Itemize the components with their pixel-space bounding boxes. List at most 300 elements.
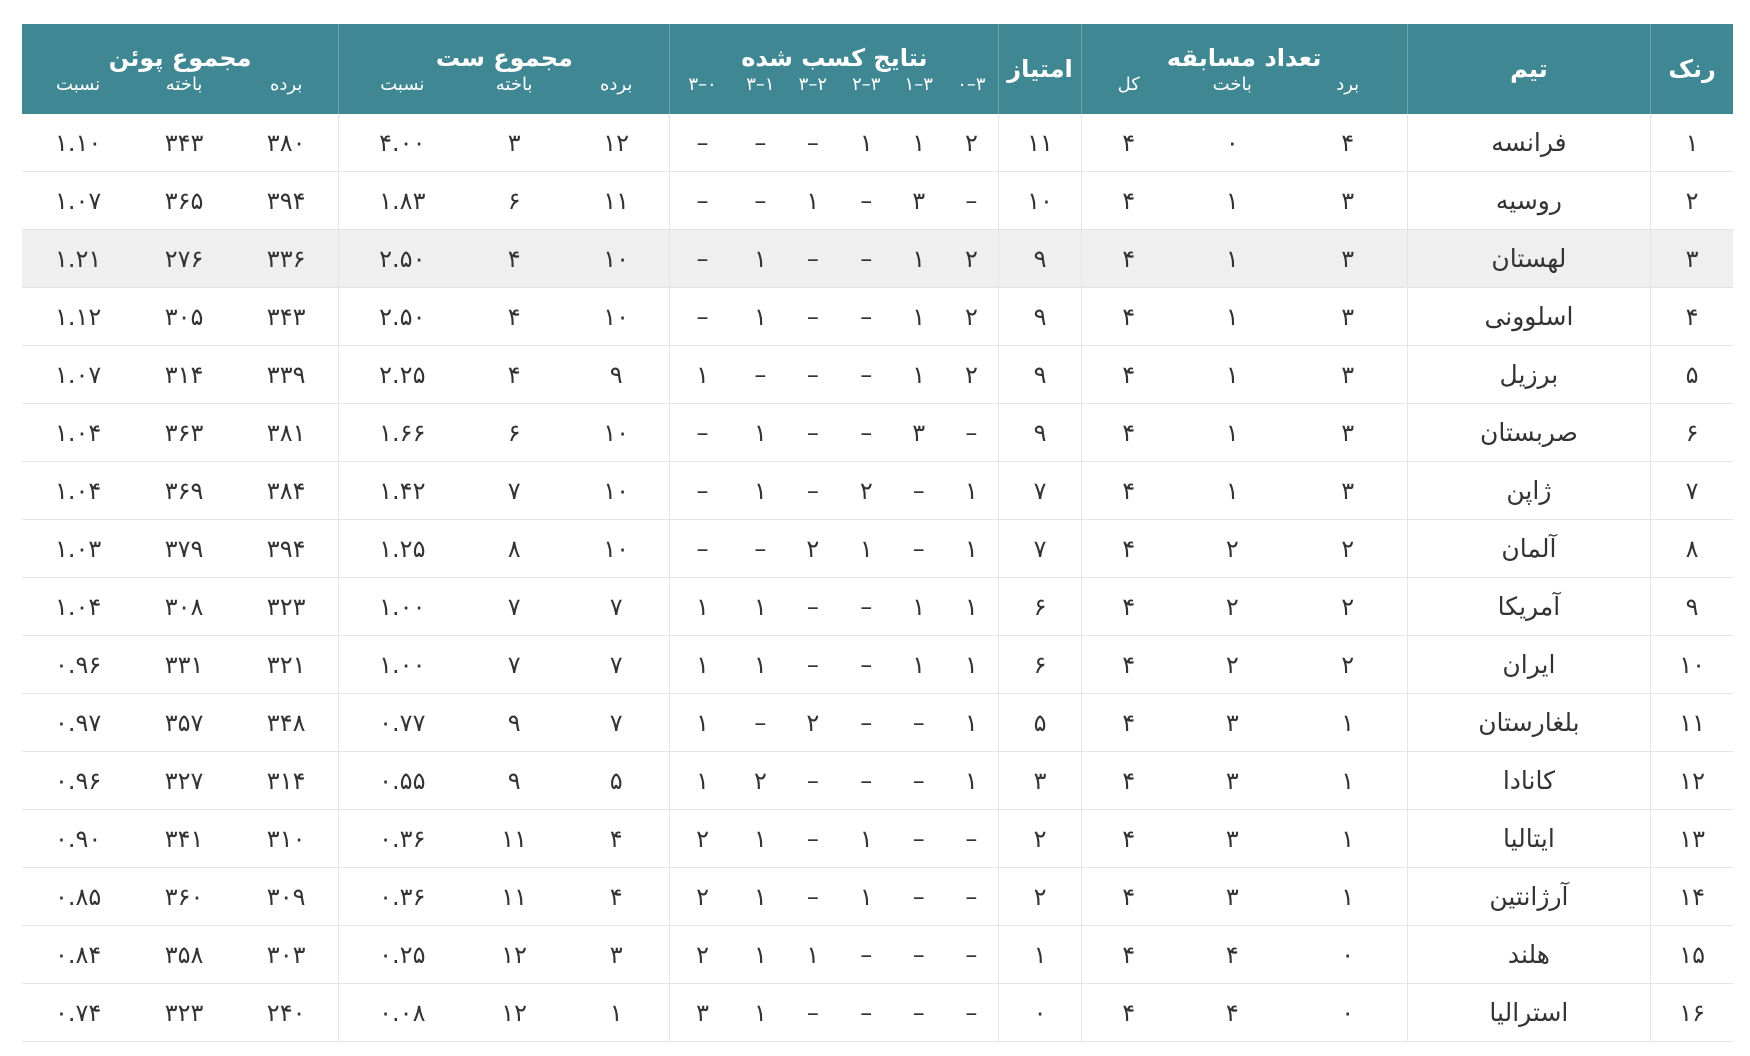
cell-pts-lost: ۳۳۱ — [134, 636, 234, 694]
cell-rank: ۱۶ — [1651, 984, 1733, 1042]
cell-matches-total: ۴ — [1081, 288, 1176, 346]
table-row[interactable] — [22, 462, 1733, 520]
cell-team: ایتالیا — [1407, 810, 1651, 868]
cell-pts-won: ۳۹۴ — [234, 172, 339, 230]
cell-result-3-1: – — [893, 984, 944, 1042]
header-pts-won[interactable]: برده — [234, 74, 339, 114]
cell-result-2-3: – — [786, 288, 839, 346]
cell-result-3-1: – — [893, 868, 944, 926]
cell-rank: ۸ — [1651, 520, 1733, 578]
cell-pts-won: ۳۸۱ — [234, 404, 339, 462]
cell-team: فرانسه — [1407, 114, 1651, 172]
cell-sets-lost: ۱۲ — [465, 984, 563, 1042]
cell-sets-won: ۱۰ — [563, 230, 670, 288]
cell-points: ۶ — [999, 636, 1081, 694]
cell-team: اسلوونی — [1407, 288, 1651, 346]
cell-matches-won: ۱ — [1289, 694, 1407, 752]
cell-points: ۹ — [999, 288, 1081, 346]
cell-result-3-2: – — [840, 752, 893, 810]
cell-matches-total: ۴ — [1081, 404, 1176, 462]
cell-sets-won: ۷ — [563, 636, 670, 694]
cell-matches-won: ۲ — [1289, 636, 1407, 694]
cell-pts-ratio: ۰.۸۴ — [22, 926, 134, 984]
cell-sets-won: ۱۰ — [563, 520, 670, 578]
header-sets: مجموع ست — [339, 24, 670, 74]
header-pts-ratio[interactable]: نسبت — [22, 74, 134, 114]
cell-points: ۰ — [999, 984, 1081, 1042]
cell-matches-won: ۱ — [1289, 752, 1407, 810]
cell-sets-won: ۷ — [563, 694, 670, 752]
cell-sets-won: ۴ — [563, 868, 670, 926]
cell-result-3-1: ۱ — [893, 114, 944, 172]
cell-result-2-3: – — [786, 636, 839, 694]
cell-sets-ratio: ۰.۷۷ — [339, 694, 465, 752]
table-row[interactable] — [22, 288, 1733, 346]
cell-result-3-1: ۱ — [893, 288, 944, 346]
cell-rank: ۶ — [1651, 404, 1733, 462]
cell-result-3-2: ۲ — [840, 462, 893, 520]
cell-result-3-1: – — [893, 810, 944, 868]
cell-result-3-1: – — [893, 926, 944, 984]
cell-result-3-2: ۱ — [840, 810, 893, 868]
header-sets-ratio[interactable]: نسبت — [339, 74, 465, 114]
cell-sets-ratio: ۲.۲۵ — [339, 346, 465, 404]
cell-pts-ratio: ۰.۹۶ — [22, 752, 134, 810]
cell-matches-lost: ۰ — [1176, 114, 1289, 172]
cell-matches-won: ۳ — [1289, 346, 1407, 404]
table-row[interactable] — [22, 868, 1733, 926]
header-result-2-3[interactable]: ۲–۳ — [786, 74, 839, 114]
cell-result-3-0: ۱ — [944, 752, 998, 810]
cell-pts-lost: ۳۶۰ — [134, 868, 234, 926]
cell-result-1-3: – — [735, 346, 786, 404]
cell-result-3-0: ۲ — [944, 346, 998, 404]
cell-sets-won: ۱۱ — [563, 172, 670, 230]
cell-result-1-3: ۱ — [735, 926, 786, 984]
table-row[interactable] — [22, 172, 1733, 230]
header-pts-lost[interactable]: باخته — [134, 74, 234, 114]
cell-sets-lost: ۱۱ — [465, 868, 563, 926]
cell-pts-ratio: ۰.۹۷ — [22, 694, 134, 752]
cell-points: ۲ — [999, 810, 1081, 868]
cell-points: ۱ — [999, 926, 1081, 984]
cell-sets-lost: ۹ — [465, 752, 563, 810]
header-result-0-3[interactable]: ۰–۳ — [670, 74, 735, 114]
cell-matches-total: ۴ — [1081, 926, 1176, 984]
cell-points: ۵ — [999, 694, 1081, 752]
cell-matches-lost: ۳ — [1176, 868, 1289, 926]
cell-matches-won: ۲ — [1289, 520, 1407, 578]
table-row[interactable] — [22, 230, 1733, 288]
cell-result-2-3: ۱ — [786, 172, 839, 230]
cell-result-0-3: ۳ — [670, 984, 735, 1042]
cell-result-1-3: – — [735, 172, 786, 230]
cell-result-3-2: – — [840, 172, 893, 230]
cell-matches-total: ۴ — [1081, 868, 1176, 926]
cell-result-3-0: ۱ — [944, 578, 998, 636]
table-row[interactable] — [22, 114, 1733, 172]
cell-pts-lost: ۳۱۴ — [134, 346, 234, 404]
cell-rank: ۲ — [1651, 172, 1733, 230]
cell-result-3-2: ۱ — [840, 868, 893, 926]
cell-matches-won: ۳ — [1289, 404, 1407, 462]
cell-result-1-3: – — [735, 694, 786, 752]
cell-points: ۷ — [999, 520, 1081, 578]
cell-result-3-1: – — [893, 694, 944, 752]
cell-sets-ratio: ۰.۳۶ — [339, 868, 465, 926]
cell-sets-ratio: ۱.۴۲ — [339, 462, 465, 520]
cell-matches-total: ۴ — [1081, 172, 1176, 230]
table-row[interactable] — [22, 578, 1733, 636]
cell-result-3-1: ۱ — [893, 578, 944, 636]
cell-pts-ratio: ۱.۱۰ — [22, 114, 134, 172]
cell-matches-total: ۴ — [1081, 694, 1176, 752]
cell-pts-ratio: ۰.۸۵ — [22, 868, 134, 926]
cell-points: ۹ — [999, 230, 1081, 288]
cell-team: کانادا — [1407, 752, 1651, 810]
cell-matches-won: ۳ — [1289, 462, 1407, 520]
cell-sets-won: ۱۲ — [563, 114, 670, 172]
cell-sets-ratio: ۴.۰۰ — [339, 114, 465, 172]
cell-result-3-0: ۱ — [944, 694, 998, 752]
cell-sets-won: ۱۰ — [563, 462, 670, 520]
cell-sets-ratio: ۰.۲۵ — [339, 926, 465, 984]
cell-pts-lost: ۳۴۳ — [134, 114, 234, 172]
cell-pts-lost: ۳۰۸ — [134, 578, 234, 636]
cell-pts-lost: ۳۴۱ — [134, 810, 234, 868]
cell-sets-won: ۹ — [563, 346, 670, 404]
cell-pts-won: ۳۸۴ — [234, 462, 339, 520]
cell-sets-ratio: ۰.۳۶ — [339, 810, 465, 868]
cell-team: هلند — [1407, 926, 1651, 984]
table-row[interactable] — [22, 926, 1733, 984]
cell-pts-lost: ۳۶۵ — [134, 172, 234, 230]
cell-result-1-3: – — [735, 520, 786, 578]
cell-rank: ۱ — [1651, 114, 1733, 172]
cell-rank: ۵ — [1651, 346, 1733, 404]
cell-pts-ratio: ۱.۰۴ — [22, 404, 134, 462]
cell-matches-total: ۴ — [1081, 462, 1176, 520]
cell-sets-ratio: ۰.۰۸ — [339, 984, 465, 1042]
cell-result-1-3: ۱ — [735, 984, 786, 1042]
cell-pts-won: ۳۰۳ — [234, 926, 339, 984]
cell-result-0-3: ۱ — [670, 636, 735, 694]
table-row[interactable] — [22, 346, 1733, 404]
cell-result-0-3: ۲ — [670, 926, 735, 984]
cell-result-0-3: – — [670, 288, 735, 346]
cell-result-2-3: – — [786, 404, 839, 462]
cell-result-3-2: – — [840, 984, 893, 1042]
cell-result-2-3: – — [786, 462, 839, 520]
cell-result-1-3: ۱ — [735, 868, 786, 926]
cell-pts-won: ۳۸۰ — [234, 114, 339, 172]
cell-sets-lost: ۴ — [465, 288, 563, 346]
cell-rank: ۱۱ — [1651, 694, 1733, 752]
cell-sets-lost: ۷ — [465, 578, 563, 636]
cell-team: استرالیا — [1407, 984, 1651, 1042]
cell-team: آلمان — [1407, 520, 1651, 578]
cell-result-3-0: – — [944, 984, 998, 1042]
table-row[interactable] — [22, 404, 1733, 462]
cell-matches-won: ۳ — [1289, 172, 1407, 230]
cell-pts-lost: ۳۶۹ — [134, 462, 234, 520]
cell-team: بلغارستان — [1407, 694, 1651, 752]
cell-result-0-3: ۲ — [670, 810, 735, 868]
cell-result-1-3: ۱ — [735, 578, 786, 636]
cell-rank: ۱۴ — [1651, 868, 1733, 926]
cell-matches-total: ۴ — [1081, 752, 1176, 810]
cell-sets-lost: ۶ — [465, 404, 563, 462]
cell-result-3-1: – — [893, 752, 944, 810]
cell-points: ۲ — [999, 868, 1081, 926]
cell-pts-won: ۳۲۱ — [234, 636, 339, 694]
cell-rank: ۱۳ — [1651, 810, 1733, 868]
cell-result-3-0: ۱ — [944, 636, 998, 694]
cell-result-3-2: ۱ — [840, 114, 893, 172]
cell-pts-lost: ۳۶۳ — [134, 404, 234, 462]
cell-team: آرژانتین — [1407, 868, 1651, 926]
cell-pts-won: ۳۴۳ — [234, 288, 339, 346]
cell-result-3-2: – — [840, 404, 893, 462]
cell-rank: ۳ — [1651, 230, 1733, 288]
cell-result-0-3: ۱ — [670, 752, 735, 810]
cell-matches-won: ۲ — [1289, 578, 1407, 636]
header-matches: تعداد مسابقه — [1081, 24, 1407, 74]
cell-matches-total: ۴ — [1081, 520, 1176, 578]
cell-pts-won: ۳۳۹ — [234, 346, 339, 404]
cell-team: ایران — [1407, 636, 1651, 694]
cell-matches-total: ۴ — [1081, 346, 1176, 404]
cell-rank: ۹ — [1651, 578, 1733, 636]
header-team[interactable]: تیم — [1407, 24, 1651, 114]
cell-pts-lost: ۳۲۷ — [134, 752, 234, 810]
cell-matches-won: ۰ — [1289, 984, 1407, 1042]
table-row[interactable] — [22, 810, 1733, 868]
cell-result-1-3: ۲ — [735, 752, 786, 810]
cell-matches-won: ۳ — [1289, 288, 1407, 346]
cell-pts-ratio: ۰.۷۴ — [22, 984, 134, 1042]
cell-result-2-3: – — [786, 114, 839, 172]
cell-matches-won: ۳ — [1289, 230, 1407, 288]
cell-result-1-3: ۱ — [735, 810, 786, 868]
cell-result-3-2: – — [840, 346, 893, 404]
cell-sets-ratio: ۰.۵۵ — [339, 752, 465, 810]
cell-pts-won: ۳۱۴ — [234, 752, 339, 810]
cell-pts-won: ۳۴۸ — [234, 694, 339, 752]
cell-result-2-3: – — [786, 230, 839, 288]
table-row[interactable] — [22, 694, 1733, 752]
cell-sets-won: ۵ — [563, 752, 670, 810]
cell-points: ۳ — [999, 752, 1081, 810]
cell-pts-won: ۳۲۳ — [234, 578, 339, 636]
cell-result-3-1: ۳ — [893, 404, 944, 462]
cell-points: ۱۰ — [999, 172, 1081, 230]
header-points[interactable]: امتیاز — [999, 24, 1081, 114]
cell-result-2-3: ۱ — [786, 926, 839, 984]
cell-sets-lost: ۹ — [465, 694, 563, 752]
cell-matches-lost: ۳ — [1176, 752, 1289, 810]
cell-result-3-0: – — [944, 172, 998, 230]
cell-pts-won: ۳۹۴ — [234, 520, 339, 578]
header-rank[interactable]: رنک — [1651, 24, 1733, 114]
cell-matches-lost: ۱ — [1176, 404, 1289, 462]
header-matches-total[interactable]: کل — [1081, 74, 1176, 114]
cell-sets-won: ۳ — [563, 926, 670, 984]
cell-sets-lost: ۴ — [465, 346, 563, 404]
cell-matches-lost: ۲ — [1176, 520, 1289, 578]
table-row[interactable] — [22, 984, 1733, 1042]
cell-points: ۶ — [999, 578, 1081, 636]
cell-result-3-2: – — [840, 230, 893, 288]
cell-team: ژاپن — [1407, 462, 1651, 520]
cell-result-0-3: – — [670, 520, 735, 578]
cell-result-3-1: ۱ — [893, 230, 944, 288]
cell-points: ۷ — [999, 462, 1081, 520]
cell-result-1-3: ۱ — [735, 288, 786, 346]
cell-result-2-3: – — [786, 752, 839, 810]
cell-result-3-0: ۱ — [944, 520, 998, 578]
cell-result-3-0: ۲ — [944, 230, 998, 288]
cell-pts-lost: ۳۷۹ — [134, 520, 234, 578]
header-result-1-3[interactable]: ۱–۳ — [735, 74, 786, 114]
cell-sets-lost: ۸ — [465, 520, 563, 578]
cell-matches-lost: ۱ — [1176, 288, 1289, 346]
cell-pts-ratio: ۱.۰۴ — [22, 578, 134, 636]
cell-result-0-3: – — [670, 462, 735, 520]
cell-sets-won: ۱۰ — [563, 288, 670, 346]
header-matches-lost[interactable]: باخت — [1176, 74, 1289, 114]
cell-matches-lost: ۱ — [1176, 346, 1289, 404]
cell-result-1-3: ۱ — [735, 636, 786, 694]
cell-pts-lost: ۲۷۶ — [134, 230, 234, 288]
cell-result-3-2: – — [840, 288, 893, 346]
table-body — [22, 114, 1733, 1042]
header-result-3-2[interactable]: ۳–۲ — [840, 74, 893, 114]
header-matches-won[interactable]: برد — [1289, 74, 1407, 114]
cell-result-0-3: ۱ — [670, 346, 735, 404]
cell-sets-lost: ۷ — [465, 462, 563, 520]
cell-result-3-2: ۱ — [840, 520, 893, 578]
cell-sets-lost: ۱۱ — [465, 810, 563, 868]
cell-result-2-3: – — [786, 984, 839, 1042]
cell-result-1-3: ۱ — [735, 462, 786, 520]
cell-matches-lost: ۱ — [1176, 462, 1289, 520]
header-results: نتایج کسب شده — [670, 24, 999, 74]
cell-sets-won: ۱ — [563, 984, 670, 1042]
cell-matches-won: ۰ — [1289, 926, 1407, 984]
cell-matches-total: ۴ — [1081, 984, 1176, 1042]
cell-result-3-2: – — [840, 694, 893, 752]
cell-pts-ratio: ۱.۲۱ — [22, 230, 134, 288]
cell-points: ۱۱ — [999, 114, 1081, 172]
cell-sets-ratio: ۱.۰۰ — [339, 636, 465, 694]
cell-matches-lost: ۱ — [1176, 172, 1289, 230]
cell-result-0-3: – — [670, 404, 735, 462]
cell-result-3-0: – — [944, 810, 998, 868]
cell-sets-lost: ۱۲ — [465, 926, 563, 984]
cell-pts-ratio: ۱.۰۷ — [22, 172, 134, 230]
standings-table — [22, 24, 1733, 1042]
cell-sets-lost: ۷ — [465, 636, 563, 694]
cell-sets-won: ۷ — [563, 578, 670, 636]
cell-result-3-1: ۱ — [893, 346, 944, 404]
cell-sets-won: ۱۰ — [563, 404, 670, 462]
cell-sets-ratio: ۱.۲۵ — [339, 520, 465, 578]
cell-result-3-0: ۱ — [944, 462, 998, 520]
cell-result-3-1: – — [893, 462, 944, 520]
header-sets-lost[interactable]: باخته — [465, 74, 563, 114]
cell-pts-lost: ۳۵۸ — [134, 926, 234, 984]
cell-result-2-3: – — [786, 868, 839, 926]
cell-rank: ۱۲ — [1651, 752, 1733, 810]
cell-matches-total: ۴ — [1081, 114, 1176, 172]
cell-result-3-2: – — [840, 578, 893, 636]
cell-points: ۹ — [999, 404, 1081, 462]
cell-sets-ratio: ۲.۵۰ — [339, 230, 465, 288]
cell-rank: ۱۰ — [1651, 636, 1733, 694]
cell-pts-won: ۲۴۰ — [234, 984, 339, 1042]
cell-pts-ratio: ۰.۹۶ — [22, 636, 134, 694]
header-points-total: مجموع پوئن — [22, 24, 339, 74]
cell-result-2-3: – — [786, 578, 839, 636]
cell-sets-lost: ۳ — [465, 114, 563, 172]
cell-team: صربستان — [1407, 404, 1651, 462]
cell-result-0-3: ۱ — [670, 694, 735, 752]
cell-result-3-0: – — [944, 868, 998, 926]
cell-matches-total: ۴ — [1081, 230, 1176, 288]
cell-matches-lost: ۴ — [1176, 984, 1289, 1042]
cell-pts-ratio: ۱.۰۷ — [22, 346, 134, 404]
cell-result-0-3: – — [670, 172, 735, 230]
cell-result-3-1: ۱ — [893, 636, 944, 694]
cell-result-3-1: – — [893, 520, 944, 578]
header-result-3-0[interactable]: ۳–۰ — [944, 74, 998, 114]
cell-team: روسیه — [1407, 172, 1651, 230]
cell-result-3-2: – — [840, 926, 893, 984]
header-sets-won[interactable]: برده — [563, 74, 670, 114]
cell-rank: ۷ — [1651, 462, 1733, 520]
standings-table-container — [22, 24, 1733, 1042]
cell-matches-lost: ۲ — [1176, 636, 1289, 694]
cell-pts-won: ۳۰۹ — [234, 868, 339, 926]
cell-team: لهستان — [1407, 230, 1651, 288]
cell-pts-ratio: ۱.۱۲ — [22, 288, 134, 346]
table-row[interactable] — [22, 520, 1733, 578]
cell-matches-lost: ۲ — [1176, 578, 1289, 636]
cell-pts-ratio: ۰.۹۰ — [22, 810, 134, 868]
cell-result-0-3: – — [670, 114, 735, 172]
cell-pts-ratio: ۱.۰۴ — [22, 462, 134, 520]
cell-result-0-3: ۲ — [670, 868, 735, 926]
cell-matches-total: ۴ — [1081, 636, 1176, 694]
table-row[interactable] — [22, 636, 1733, 694]
cell-result-3-0: ۲ — [944, 288, 998, 346]
cell-result-3-0: – — [944, 404, 998, 462]
cell-result-2-3: ۲ — [786, 520, 839, 578]
header-result-3-1[interactable]: ۳–۱ — [893, 74, 944, 114]
cell-rank: ۴ — [1651, 288, 1733, 346]
cell-result-0-3: ۱ — [670, 578, 735, 636]
cell-pts-lost: ۳۰۵ — [134, 288, 234, 346]
cell-team: برزیل — [1407, 346, 1651, 404]
cell-result-2-3: – — [786, 346, 839, 404]
cell-result-3-0: – — [944, 926, 998, 984]
cell-pts-won: ۳۳۶ — [234, 230, 339, 288]
cell-matches-total: ۴ — [1081, 810, 1176, 868]
cell-result-2-3: – — [786, 810, 839, 868]
cell-team: آمریکا — [1407, 578, 1651, 636]
table-row[interactable] — [22, 752, 1733, 810]
